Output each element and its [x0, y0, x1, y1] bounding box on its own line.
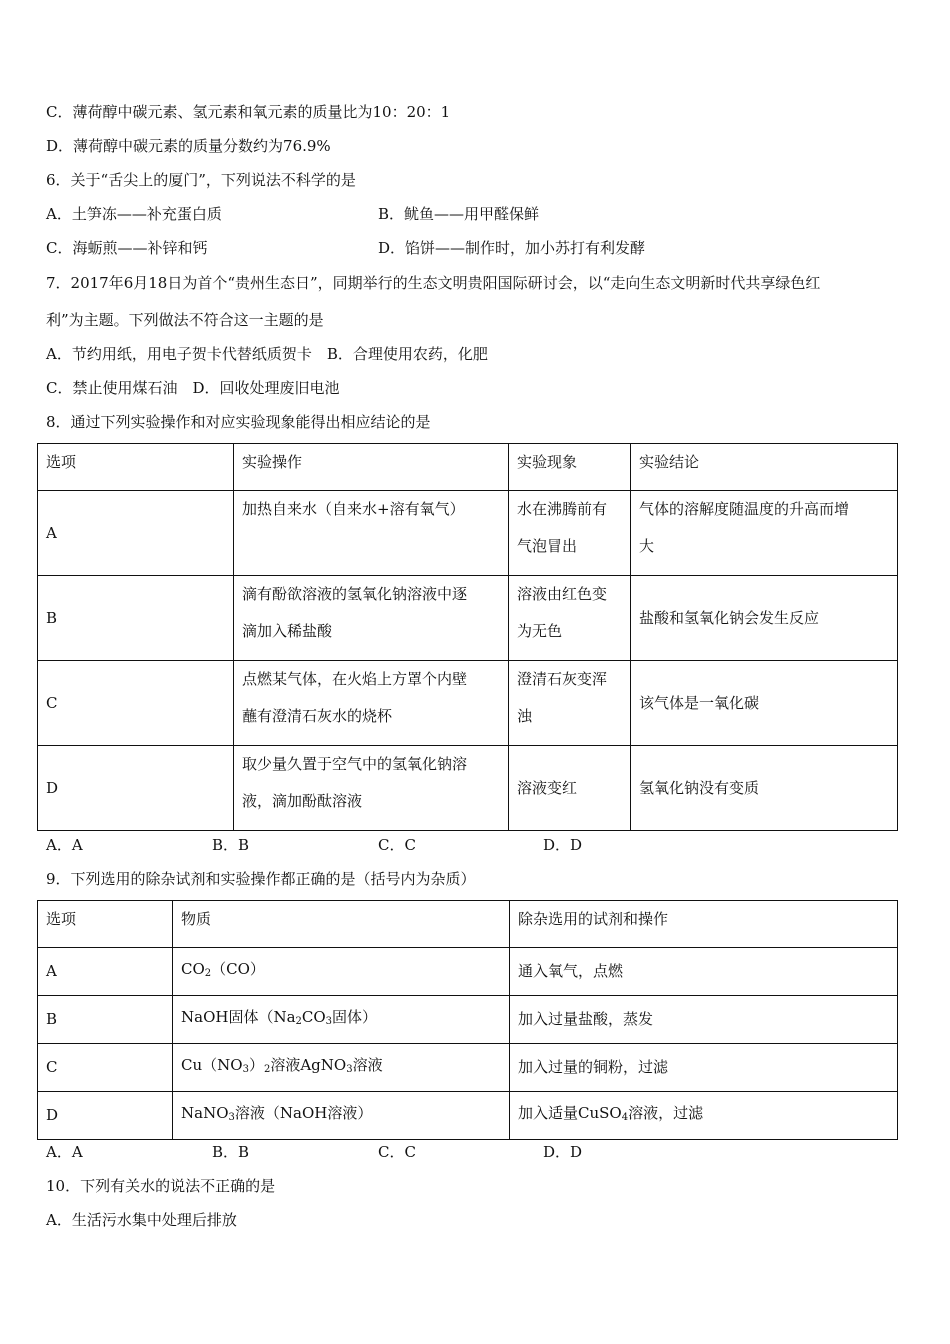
q6-stem: 6．关于“舌尖上的厦门”，下列说法不科学的是: [46, 171, 356, 189]
row-substance: NaOH固体（$Na_2CO_3$固体）: [173, 996, 510, 1044]
row-operation: 加热自来水（自来水+溶有氧气）: [234, 491, 509, 576]
q8-stem: 8．通过下列实验操作和对应实验现象能得出相应结论的是: [46, 413, 431, 431]
row-option: D: [38, 746, 234, 831]
row-option: D: [38, 1092, 173, 1140]
table-row: [38, 1092, 898, 1140]
q8-answer-d: D．D: [543, 836, 583, 854]
table-row: [38, 661, 898, 746]
row-phenomenon: 澄清石灰变浑 浊: [509, 661, 631, 746]
header-option: 选项: [38, 444, 234, 491]
q7-stem-line2: 利”为主题。下列做法不符合这一主题的是: [46, 311, 324, 329]
table-row: [38, 491, 898, 576]
row-phenomenon: 溶液由红色变 为无色: [509, 576, 631, 661]
q5-option-c: C．薄荷醇中碳元素、氢元素和氧元素的质量比为10：20：1: [46, 103, 451, 121]
row-phenomenon: 水在沸腾前有 气泡冒出: [509, 491, 631, 576]
q7-stem-line1: 7．2017年6月18日为首个“贵州生态日”，同期举行的生态文明贵阳国际研讨会，以“走向生态文明新时代共享绿色红: [46, 274, 821, 292]
row-operation: 滴有酚欲溶液的氢氧化钠溶液中逐 滴加入稀盐酸: [234, 576, 509, 661]
q9-answer-d: D．D: [543, 1143, 583, 1161]
row-substance: $CO_2(CO)$: [173, 948, 510, 996]
header-substance: 物质: [173, 901, 510, 948]
header-conclusion: 实验结论: [631, 444, 898, 491]
row-operation: 取少量久置于空气中的氢氧化钠溶 液，滴加酚酞溶液: [234, 746, 509, 831]
row-option: B: [38, 576, 234, 661]
header-reagent: 除杂选用的试剂和操作: [510, 901, 898, 948]
q8-table: [37, 443, 898, 831]
q5-option-d: D．薄荷醇中碳元素的质量分数约为76.9%: [46, 137, 331, 155]
row-reagent: 加入适量CuSO$_4$溶液，过滤: [510, 1092, 898, 1140]
q10-stem: 10．下列有关水的说法不正确的是: [46, 1177, 276, 1195]
q6-option-b: B．鱿鱼——用甲醛保鲜: [378, 205, 540, 223]
table-row: [38, 1044, 898, 1092]
q9-table-header: [38, 901, 898, 948]
q9-answer-a: A．A: [46, 1143, 83, 1161]
q10-option-a: A．生活污水集中处理后排放: [46, 1211, 237, 1229]
q7-options-ab: A．节约用纸，用电子贺卡代替纸质贺卡 B．合理使用农药，化肥: [46, 345, 488, 363]
row-conclusion: 该气体是一氧化碳: [631, 661, 898, 746]
row-phenomenon: 溶液变红: [509, 746, 631, 831]
header-operation: 实验操作: [234, 444, 509, 491]
row-operation: 点燃某气体，在火焰上方罩个内壁 蘸有澄清石灰水的烧杯: [234, 661, 509, 746]
q9-table: [37, 900, 898, 1140]
row-option: C: [38, 1044, 173, 1092]
q9-answer-c: C．C: [378, 1143, 416, 1161]
q8-answer-b: B．B: [212, 836, 250, 854]
header-phenomenon: 实验现象: [509, 444, 631, 491]
q7-options-cd: C．禁止使用煤石油 D．回收处理废旧电池: [46, 379, 340, 397]
table-row: [38, 948, 898, 996]
row-substance: $Cu(NO_3)_2$溶液AgNO$_3$溶液: [173, 1044, 510, 1092]
q6-option-d: D．馅饼——制作时，加小苏打有利发酵: [378, 239, 646, 257]
q9-stem: 9．下列选用的除杂试剂和实验操作都正确的是（括号内为杂质）: [46, 870, 476, 888]
table-row: [38, 576, 898, 661]
row-option: A: [38, 491, 234, 576]
q8-table-header: [38, 444, 898, 491]
q6-option-a: A．土笋冻——补充蛋白质: [46, 205, 222, 223]
table-row: [38, 996, 898, 1044]
row-conclusion: 盐酸和氢氧化钠会发生反应: [631, 576, 898, 661]
row-reagent: 加入过量的铜粉，过滤: [510, 1044, 898, 1092]
q9-answer-b: B．B: [212, 1143, 250, 1161]
q8-answer-c: C．C: [378, 836, 416, 854]
row-conclusion: 气体的溶解度随温度的升高而增 大: [631, 491, 898, 576]
q6-option-c: C．海蛎煎——补锌和钙: [46, 239, 208, 257]
row-option: C: [38, 661, 234, 746]
row-reagent: 加入过量盐酸，蒸发: [510, 996, 898, 1044]
q8-answer-a: A．A: [46, 836, 83, 854]
header-option: 选项: [38, 901, 173, 948]
row-reagent: 通入氧气，点燃: [510, 948, 898, 996]
row-option: B: [38, 996, 173, 1044]
row-conclusion: 氢氧化钠没有变质: [631, 746, 898, 831]
row-option: A: [38, 948, 173, 996]
row-substance: NaNO$_3$溶液（NaOH溶液）: [173, 1092, 510, 1140]
table-row: [38, 746, 898, 831]
